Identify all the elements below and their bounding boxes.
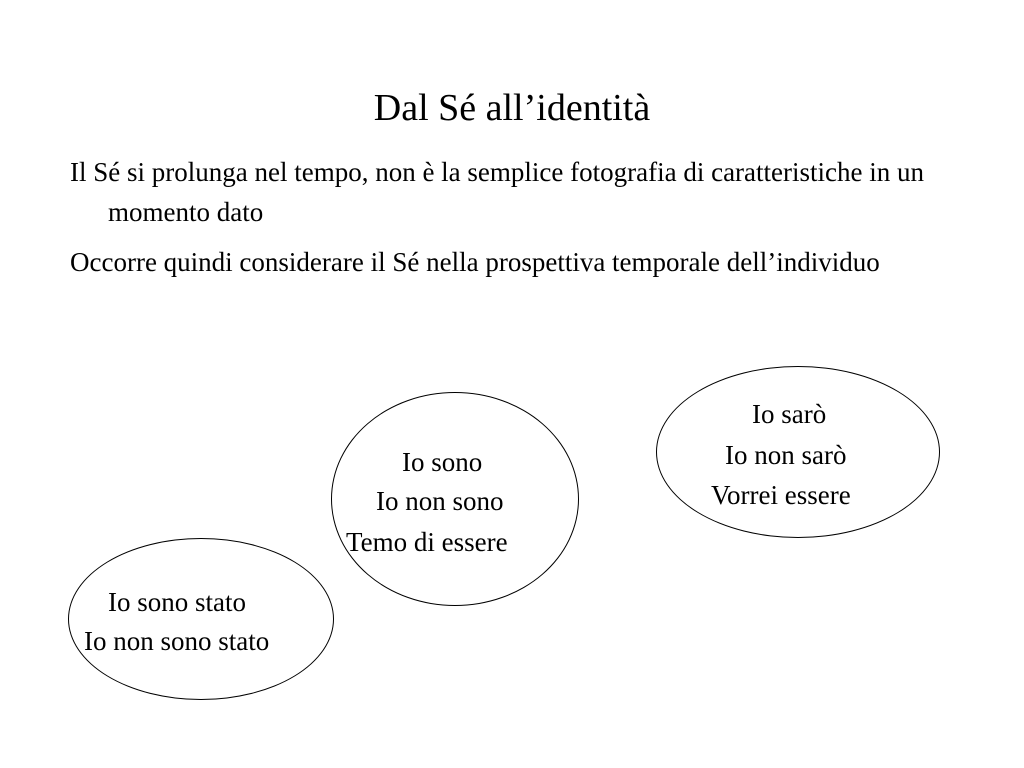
bullet-list	[70, 152, 950, 292]
past-self-line: Io sono stato	[108, 587, 246, 617]
bullet-item: Occorre quindi considerare il Sé nella prospettiva temporale dell’individuo	[70, 247, 880, 277]
future-self-line: Vorrei essere	[711, 480, 851, 510]
past-self-line: Io non sono stato	[84, 626, 270, 656]
present-self-line: Io sono	[402, 447, 483, 477]
present-self-line: Temo di essere	[346, 527, 508, 557]
slide-title: Dal Sé all’identità	[373, 87, 651, 129]
present-self-line: Io non sono	[376, 486, 504, 516]
future-self-line: Io sarò	[752, 399, 827, 429]
bullet-item: Il Sé si prolunga nel tempo, non è la semplice fotografia di caratteristiche in un momento dato	[70, 157, 924, 227]
future-self-line: Io non sarò	[725, 440, 847, 470]
